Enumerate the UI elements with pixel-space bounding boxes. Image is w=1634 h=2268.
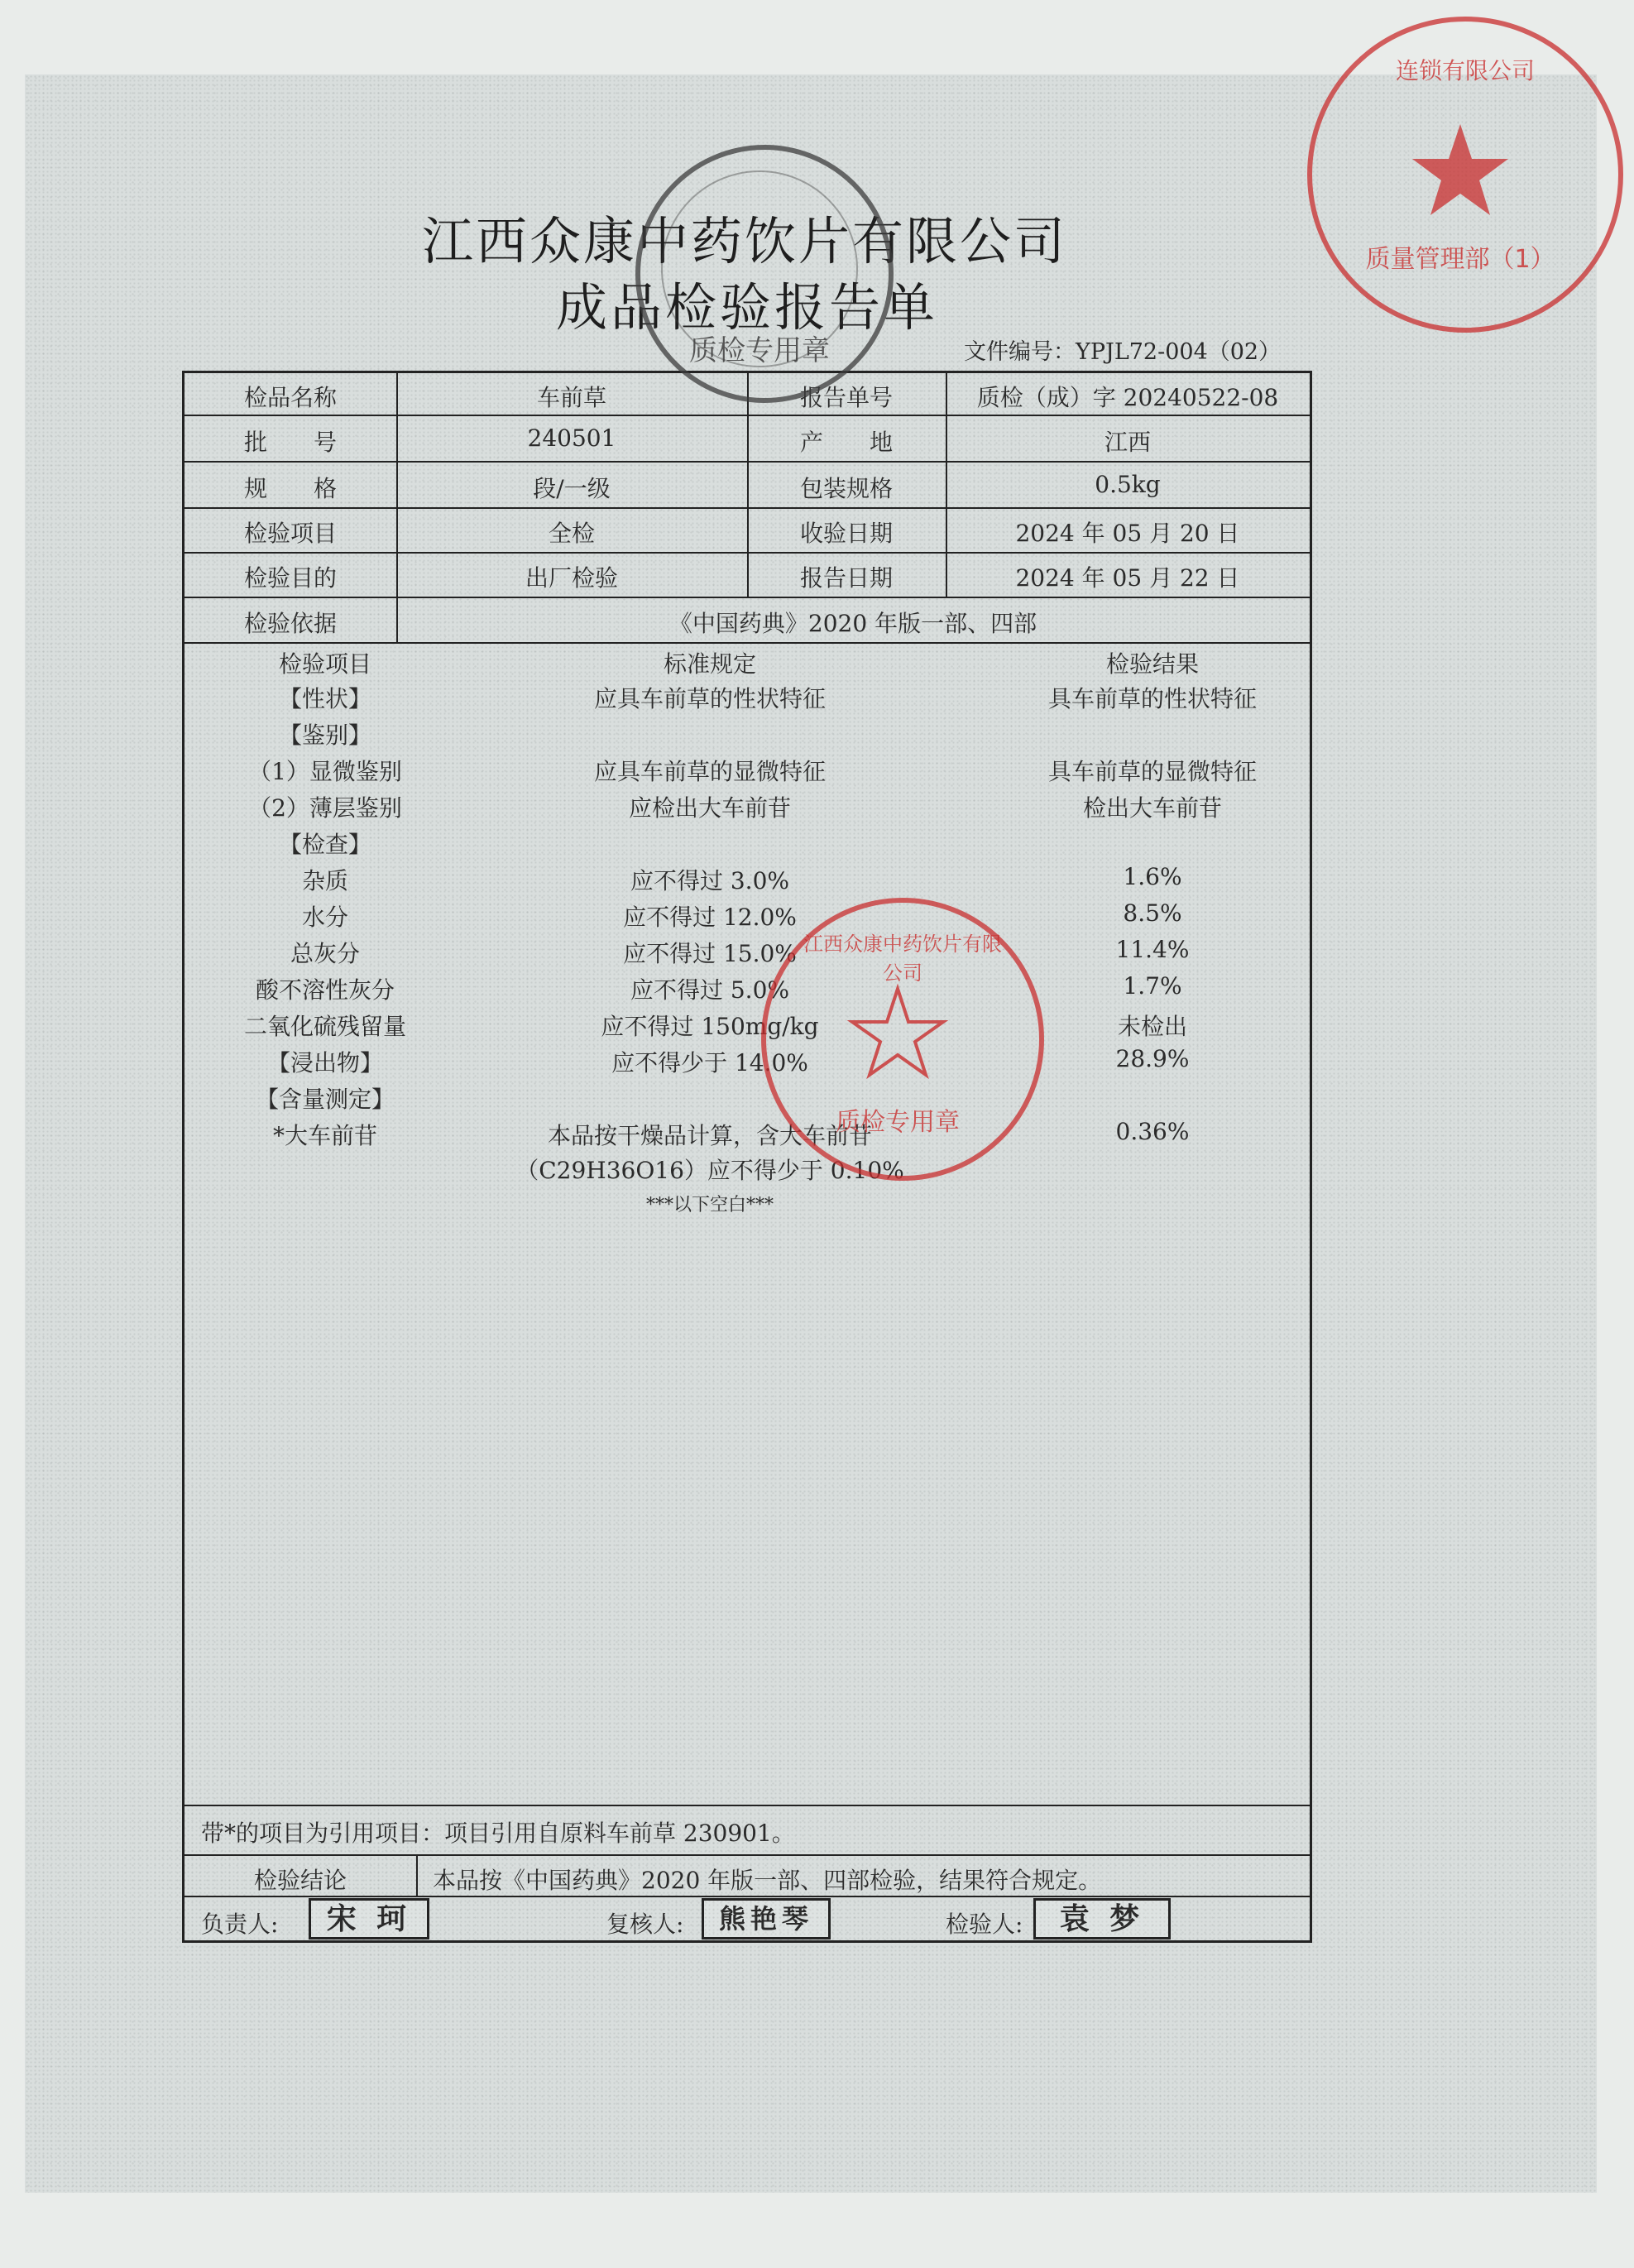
spec-label: 规 格 [243,475,337,502]
result-value: 未检出 [1117,1013,1187,1040]
result-standard: 应不得少于 14.0% [611,1049,808,1076]
footnote: 带*的项目为引用项目：项目引用自原料车前草 230901。 [201,1820,795,1847]
chain-stamp-label: 连锁有限公司 [1395,57,1535,84]
report-date-value: 2024 年 05 月 22 日 [1015,564,1240,592]
result-standard: 应检出大车前苷 [628,794,791,822]
purpose-label: 检验目的 [243,564,337,592]
result-value: 检出大车前苷 [1082,794,1222,822]
result-standard: 应不得过 3.0% [630,867,790,894]
col-standard-header: 标准规定 [663,650,756,678]
inspector-signature: 袁 梦 [1033,1898,1171,1940]
product-value: 车前草 [536,384,606,411]
result-item: 【检查】 [278,831,371,858]
result-item: 总灰分 [290,940,360,967]
conclusion-text: 本品按《中国药典》2020 年版一部、四部检验，结果符合规定。 [433,1867,1102,1894]
chain-qm-stamp [1307,17,1623,333]
receive-date-value: 2024 年 05 月 20 日 [1015,520,1240,547]
result-value: 8.5% [1123,899,1182,927]
responsible-label: 负责人: [201,1911,279,1938]
test-item-value: 全检 [548,520,595,547]
result-item: 水分 [301,904,348,931]
basis-value: 《中国药典》2020 年版一部、四部 [668,610,1037,637]
reviewer-signature: 熊艳琴 [702,1898,831,1940]
chain-stamp-sub: 质量管理部（1） [1365,245,1555,274]
qc-stamp-label: 质检专用章 [689,334,830,367]
batch-value: 240501 [527,424,616,452]
result-standard: 应不得过 15.0% [623,940,797,967]
reviewer-label: 复核人: [606,1911,684,1938]
result-standard: 应具车前草的显微特征 [593,758,826,785]
result-value: 0.36% [1115,1118,1190,1145]
blank-mark: ***以下空白*** [645,1195,774,1216]
col-result-header: 检验结果 [1105,650,1199,678]
result-value: 11.4% [1115,936,1190,963]
purpose-value: 出厂检验 [525,564,618,592]
batch-label: 批 号 [243,429,337,456]
result-item: （1）显微鉴别 [248,758,402,785]
result-item: 【鉴别】 [278,722,371,749]
origin-label: 产 地 [799,429,893,456]
col-item-header: 检验项目 [278,650,371,678]
product-label: 检品名称 [243,384,337,411]
result-standard: 应不得过 150mg/kg [601,1013,819,1040]
qc-stamp-gray [635,145,894,403]
origin-value: 江西 [1104,429,1151,456]
document-number: 文件编号：YPJL72-004（02） [964,339,1282,365]
result-value: 具车前草的显微特征 [1047,758,1257,785]
result-standard: 本品按干燥品计算，含大车前苷 [547,1122,872,1149]
inspector-label: 检验人: [946,1911,1023,1938]
result-item: 酸不溶性灰分 [255,976,395,1004]
result-item: 【浸出物】 [266,1049,383,1076]
spec-value: 段/一级 [533,475,611,502]
responsible-signature: 宋 珂 [309,1898,429,1940]
conclusion-label: 检验结论 [253,1867,347,1894]
package-label: 包装规格 [799,475,893,502]
test-item-label: 检验项目 [243,520,337,547]
company-stamp-label: 江西众康中药饮片有限公司 [803,933,1002,985]
result-standard: 应具车前草的性状特征 [593,685,826,712]
result-standard: （C29H36O16）应不得少于 0.10% [515,1157,904,1184]
package-value: 0.5kg [1095,471,1161,498]
result-item: 杂质 [301,867,348,894]
basis-label: 检验依据 [243,610,337,637]
result-value: 28.9% [1115,1045,1190,1072]
result-standard: 应不得过 5.0% [630,976,790,1004]
result-value: 具车前草的性状特征 [1047,685,1257,712]
company-qc-stamp [761,898,1044,1181]
result-standard: 应不得过 12.0% [623,904,797,931]
result-value: 1.7% [1123,972,1182,1000]
report-no-value: 质检（成）字 20240522-08 [976,384,1279,411]
company-stamp-sub: 质检专用章 [836,1108,960,1137]
report-form [182,371,1312,1943]
result-item: *大车前苷 [272,1122,377,1149]
result-item: 【性状】 [278,685,371,712]
result-value: 1.6% [1123,863,1182,890]
report-no-label: 报告单号 [799,384,893,411]
company-title: 江西众康中药饮片有限公司 [422,211,1068,271]
result-item: 【含量测定】 [255,1086,395,1113]
report-title: 成品检验报告单 [556,277,939,338]
result-item: （2）薄层鉴别 [248,794,402,822]
receive-date-label: 收验日期 [799,520,893,547]
report-date-label: 报告日期 [799,564,893,592]
result-item: 二氧化硫残留量 [243,1013,406,1040]
